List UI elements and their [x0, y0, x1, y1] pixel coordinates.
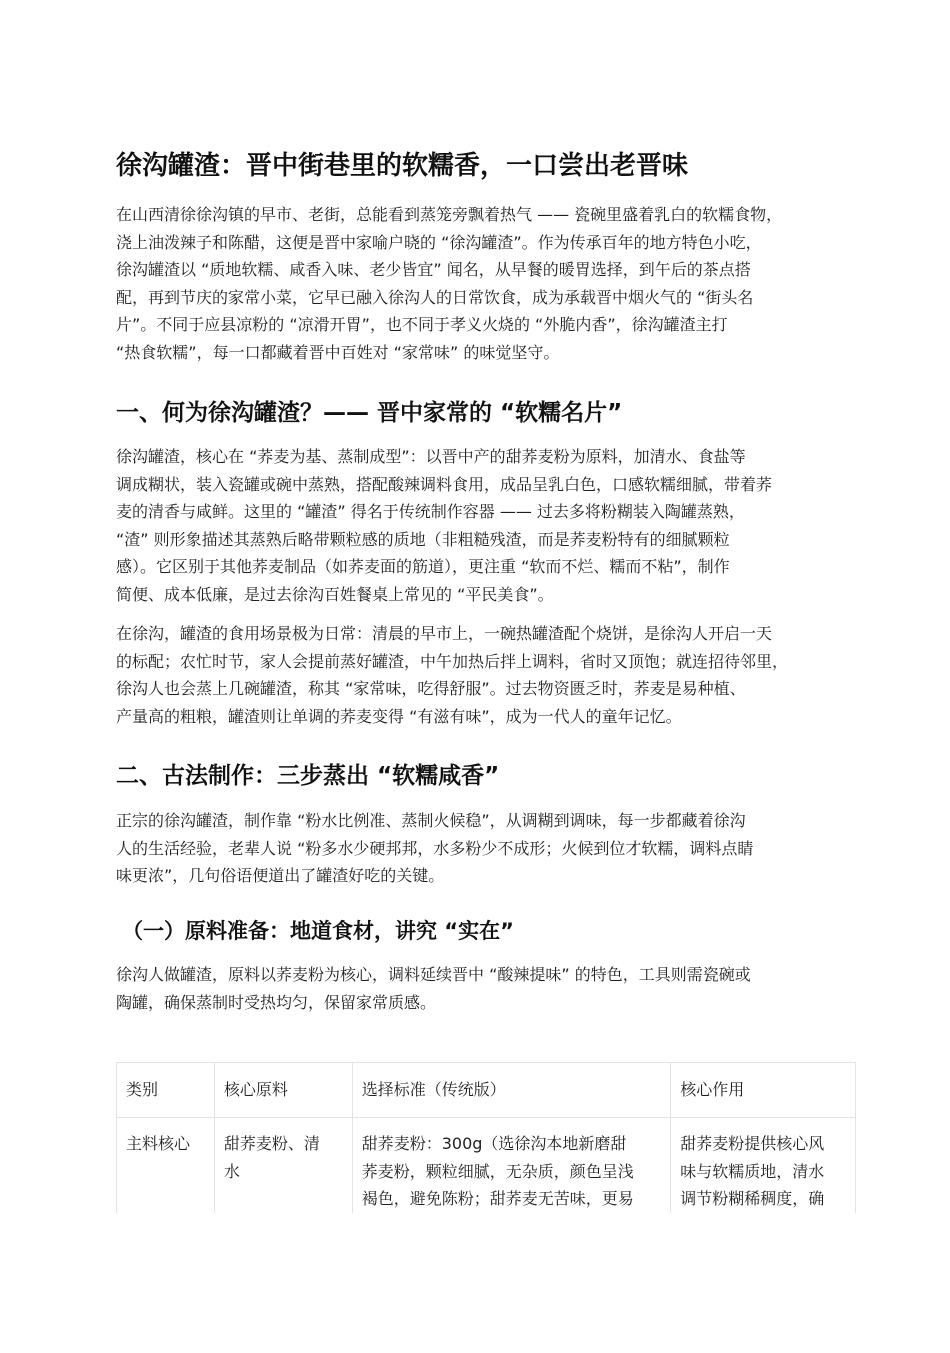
table-header-cell: 类别 — [117, 1063, 215, 1118]
table-row — [117, 1118, 856, 1215]
table-cell-material — [214, 1118, 352, 1215]
text-line: 徐沟罐渣以 “质地软糯、咸香入味、老少皆宜” 闻名，从早餐的暖胃选择，到午后的茶点搭 — [116, 260, 751, 280]
cell-line: 调节粉糊稀稠度，确 — [680, 1189, 825, 1209]
text-line: 配，再到节庆的家常小菜，它早已融入徐沟人的日常饮食，成为承载晋中烟火气的 “街头名 — [116, 287, 754, 307]
text-line: 简便、成本低廉，是过去徐沟百姓餐桌上常见的 “平民美食”。 — [116, 584, 554, 604]
cell-line: 味与软糯质地，清水 — [680, 1161, 825, 1181]
subsection-1-paragraph — [116, 961, 751, 1016]
text-line: 徐沟人做罐渣，原料以荞麦粉为核心，调料延续晋中 “酸辣提味” 的特色，工具则需瓷碗或 — [116, 965, 751, 984]
section-2-heading: 二、古法制作：三步蒸出 “软糯咸香” — [116, 763, 500, 789]
text-line: 浇上油泼辣子和陈醋，这便是晋中家喻户晓的 “徐沟罐渣”。作为传承百年的地方特色小吃， — [116, 232, 762, 252]
page-bottom-margin — [100, 1213, 900, 1353]
table-header-cell: 选择标准（传统版） — [352, 1063, 671, 1118]
table-cell-category: 主料核心 — [117, 1118, 215, 1215]
text-line: 正宗的徐沟罐渣，制作靠 “粉水比例准、蒸制火候稳”，从调糊到调味，每一步都藏着徐沟 — [116, 811, 746, 830]
section-1-paragraph-1 — [116, 443, 772, 609]
cell-line: 甜荞麦粉提供核心风 — [680, 1134, 825, 1153]
cell-line: 水 — [223, 1161, 240, 1181]
text-line: 徐沟罐渣，核心在 “荞麦为基、蒸制成型”：以晋中产的甜荞麦粉为原料，加清水、食盐等 — [116, 447, 746, 466]
text-line: 麦的清香与咸鲜。这里的 “罐渣” 得名于传统制作容器 —— 过去多将粉糊装入陶罐蒸熟， — [116, 502, 745, 522]
document-title: 徐沟罐渣：晋中街巷里的软糯香，一口尝出老晋味 — [116, 151, 689, 181]
cell-line: 甜荞麦粉：300g（选徐沟本地新磨甜 — [361, 1134, 627, 1153]
section-2-paragraph-1 — [116, 807, 753, 890]
table-header-row — [117, 1063, 856, 1118]
text-line: “热食软糯”，每一口都藏着晋中百姓对 “家常味” 的味觉坚守。 — [116, 342, 560, 362]
text-line: 在徐沟，罐渣的食用场景极为日常：清晨的早市上，一碗热罐渣配个烧饼，是徐沟人开启一天 — [116, 624, 773, 643]
table-cell-role — [671, 1118, 856, 1215]
text-line: 味更浓”，几句俗语便道出了罐渣好吃的关键。 — [116, 866, 445, 886]
text-line: 的标配；农忙时节，家人会提前蒸好罐渣，中午加热后拌上调料，省时又顶饱；就连招待邻里， — [116, 651, 789, 671]
table-cell-standard — [352, 1118, 671, 1215]
text-line: “渣” 则形象描述其蒸熟后略带颗粒感的质地（非粗糙残渣，而是荞麦粉特有的细腻颗粒 — [116, 529, 730, 549]
section-1-paragraph-2 — [116, 620, 788, 730]
cell-line: 甜荞麦粉、清 — [223, 1134, 320, 1153]
intro-paragraph — [116, 201, 782, 367]
table-header-cell: 核心原料 — [214, 1063, 352, 1118]
table-header-cell: 核心作用 — [671, 1063, 856, 1118]
subsection-1-heading: （一）原料准备：地道食材，讲究 “实在” — [122, 919, 514, 943]
ingredients-table — [116, 1062, 856, 1215]
text-line: 在山西清徐徐沟镇的早市、老街，总能看到蒸笼旁飘着热气 —— 瓷碗里盛着乳白的软糯食物， — [116, 205, 783, 224]
cell-line: 荞麦粉，颗粒细腻，无杂质，颜色呈浅 — [361, 1161, 634, 1181]
cell-line: 褐色，避免陈粉；甜荞麦无苦味，更易 — [361, 1189, 634, 1209]
text-line: 产量高的粗粮，罐渣则让单调的荞麦变得 “有滋有味”，成为一代人的童年记忆。 — [116, 706, 682, 726]
text-line: 徐沟人也会蒸上几碗罐渣，称其 “家常味，吃得舒服”。过去物资匮乏时，荞麦是易种植、 — [116, 679, 746, 699]
text-line: 人的生活经验，老辈人说 “粉多水少硬邦邦，水多粉少不成形；火候到位才软糯，调料点睛 — [116, 838, 754, 858]
text-line: 调成糊状，装入瓷罐或碗中蒸熟，搭配酸辣调料食用，成品呈乳白色，口感软糯细腻，带着荞 — [116, 474, 773, 494]
section-1-heading: 一、何为徐沟罐渣？—— 晋中家常的 “软糯名片” — [116, 400, 623, 426]
text-line: 感）。它区别于其他荞麦制品（如荞麦面的筋道），更注重 “软而不烂、糯而不粘”，制作 — [116, 557, 730, 577]
text-line: 陶罐，确保蒸制时受热均匀，保留家常质感。 — [116, 992, 437, 1012]
text-line: 片”。不同于应县凉粉的 “凉滑开胃”，也不同于孝义火烧的 “外脆内香”，徐沟罐渣主打 — [116, 315, 728, 335]
